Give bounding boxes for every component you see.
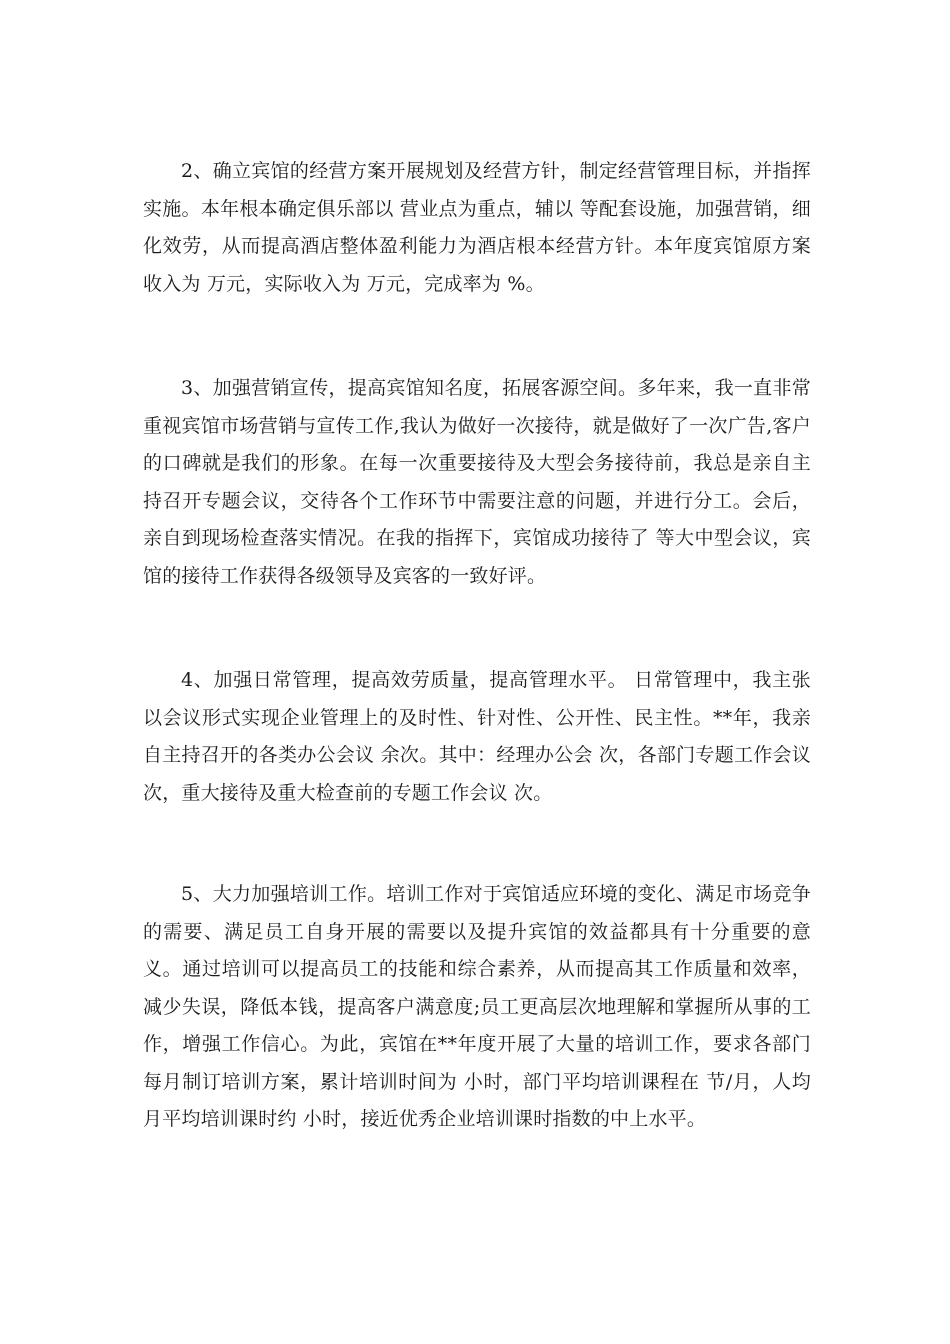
paragraph-training: 5、大力加强培训工作。培训工作对于宾馆适应环境的变化、满足市场竞争的需要、满足员工自身开展的需要以及提升宾馆的效益都具有十分重要的意义。通过培训可以提高员工的技能和综合素养，从而提高其工作质量和效率，减少失误，降低本钱，提高客户满意度;员工更高层次地理解和掌握所从事的工作，增强工作信心。为此，宾馆在**年度开展了大量的培训工作，要求各部门每月制订培训方案，累计培训时间为 小时，部门平均培训课程在 节/月，人均月平均培训课时约 小时，接近优秀企业培训课时指数的中上水平。 [143,883,811,1130]
paragraph-marketing: 3、加强营销宣传，提高宾馆知名度，拓展客源空间。多年来，我一直非常重视宾馆市场营销与宣传工作,我认为做好一次接待，就是做好了一次广告,客户的口碑就是我们的形象。在每一次重要接待及大型会务接待前，我总是亲自主持召开专题会议，交待各个工作环节中需要注意的问题，并进行分工。会后，亲自到现场检查落实情况。在我的指挥下，宾馆成功接待了 等大中型会议，宾馆的接待工作获得各级领导及宾客的一致好评。 [143,377,811,587]
paragraph-daily-management: 4、加强日常管理，提高效劳质量，提高管理水平。 日常管理中，我主张以会议形式实现企业管理上的及时性、针对性、公开性、民主性。**年，我亲自主持召开的各类办公会议 余次。其中：经理办公会 次，各部门专题工作会议 次，重大接待及重大检查前的专题工作会议 次。 [143,669,811,804]
paragraph-business-plan: 2、确立宾馆的经营方案开展规划及经营方针，制定经营管理目标，并指挥实施。本年根本确定俱乐部以 营业点为重点，辅以 等配套设施，加强营销，细化效劳，从而提高酒店整体盈利能力为酒店根本经营方针。本年度宾馆原方案收入为 万元，实际收入为 万元，完成率为 %。 [143,160,811,295]
